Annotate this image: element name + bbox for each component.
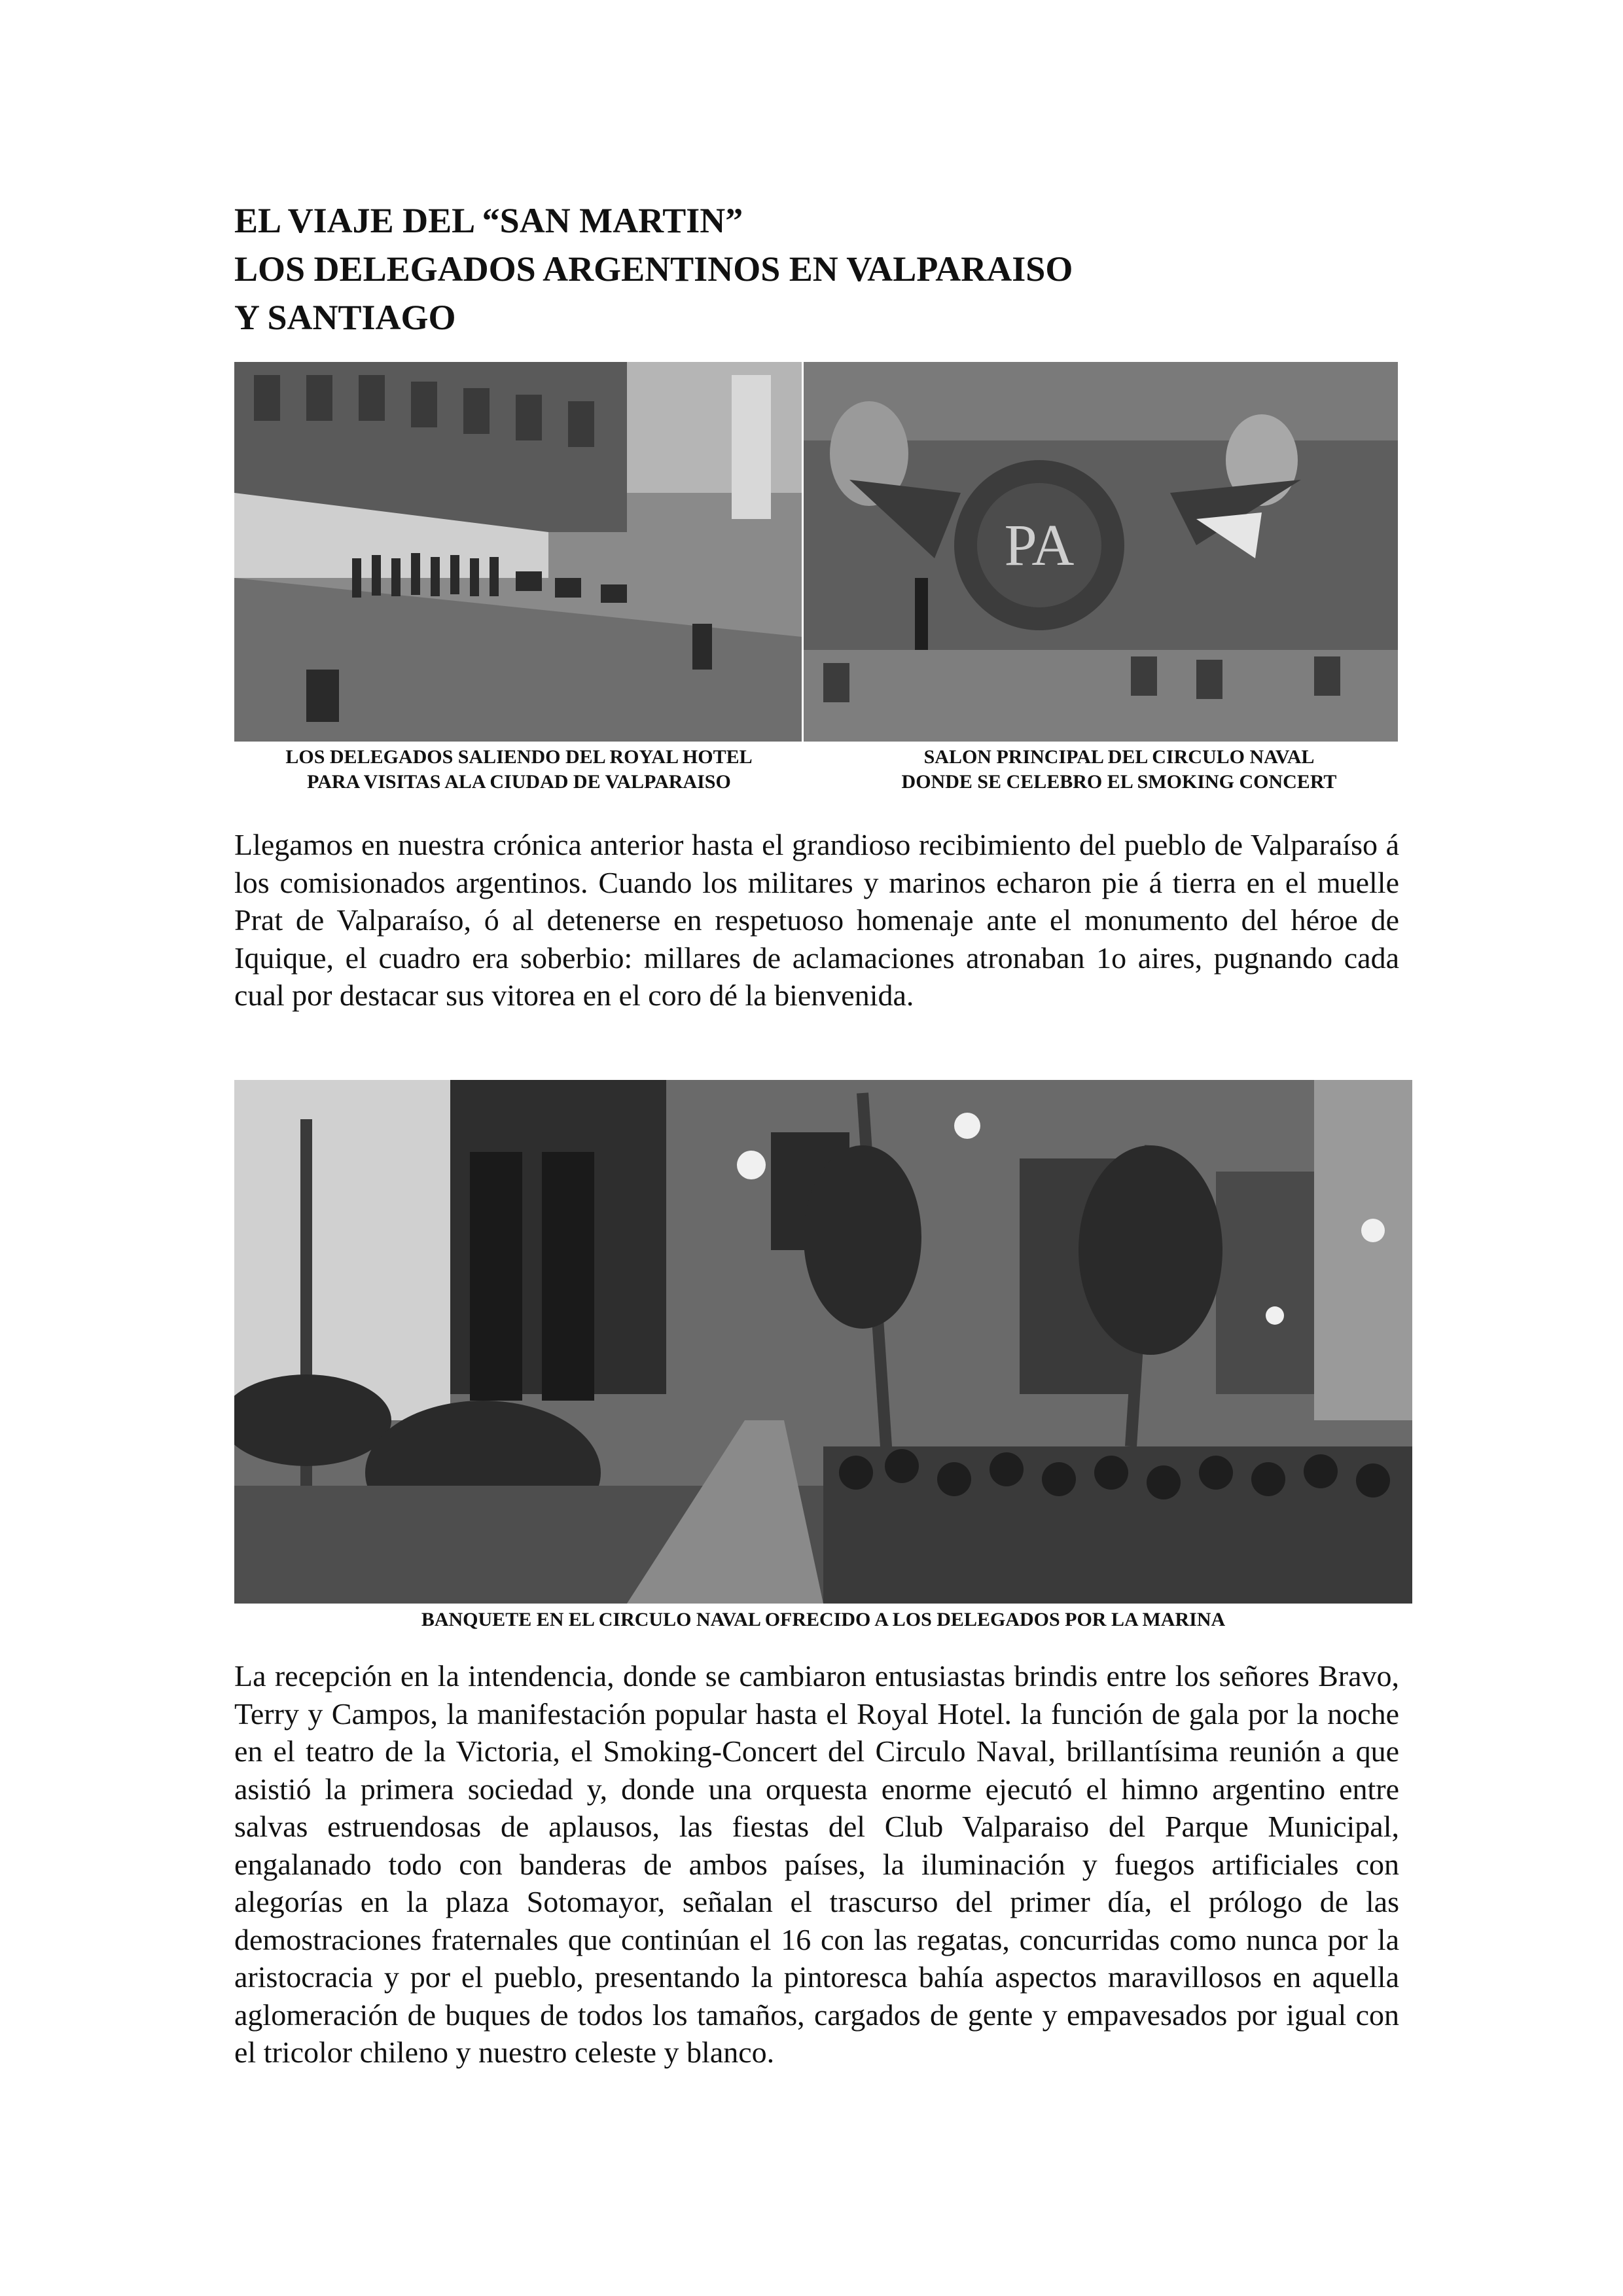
photo-street-royal-hotel bbox=[234, 362, 802, 742]
article-title bbox=[234, 196, 1412, 342]
caption-street-line-1: LOS DELEGADOS SALIENDO DEL ROYAL HOTEL bbox=[285, 746, 753, 768]
caption-banquet-photo: BANQUETE EN EL CIRCULO NAVAL OFRECIDO A LOS DELEGADOS POR LA MARINA bbox=[421, 1609, 1226, 1630]
paragraph-2: La recepción en la intendencia, donde se cambiaron entusiastas brindis entre los señores Bravo, Terry y Campos, la manifestación popular hasta el Royal Hotel. la función de gala por la noche en el teatro de la Victoria, el Smoking-Concert del Circulo Naval, brillantísima reunión a que asistió la primera sociedad y, donde una orquesta enorme ejecutó el himno argentino entre salvas estruendosas de aplausos, las fiestas del Club Valparaiso del Parque Municipal, engalanado todo con banderas de ambos países, la iluminación y fuegos artificiales con alegorías en la plaza Sotomayor, señalan el trascurso del primer día, el prólogo de las demostraciones fraternales que continúan el 16 con las regatas, concurridas como nunca por la aristocracia y por el pueblo, presentando la pintoresca bahía aspectos maravillosos en aquella aglomeración de buques de todos los tamaños, cargados de gente y empavesados por igual con el tricolor chileno y nuestro celeste y blanco. bbox=[234, 1659, 1399, 2069]
photo-banquet bbox=[234, 1080, 1412, 1604]
title-line-3: Y SANTIAGO bbox=[234, 298, 456, 337]
caption-salon-line-2: DONDE SE CELEBRO EL SMOKING CONCERT bbox=[901, 771, 1337, 793]
svg-text:PA: PA bbox=[1004, 513, 1075, 578]
paragraph-1: Llegamos en nuestra crónica anterior hasta el grandioso recibimiento del pueblo de Valparaíso á los comisionados argentinos. Cuando los militares y marinos echaron pie á tierra en el muelle Prat de Valparaíso, ó al detenerse en respetuoso homenaje ante el monumento del héroe de Iquique, el cuadro era soberbio: millares de aclamaciones atronaban 1o aires, pugnando cada cual por destacar sus vitorea en el coro dé la bienvenida. bbox=[234, 828, 1399, 1012]
caption-street-line-2: PARA VISITAS ALA CIUDAD DE VALPARAISO bbox=[307, 771, 731, 793]
caption-salon-photo bbox=[834, 745, 1404, 795]
caption-street-photo bbox=[234, 745, 804, 795]
photo-salon-circulo-naval bbox=[804, 362, 1398, 742]
caption-salon-line-1: SALON PRINCIPAL DEL CIRCULO NAVAL bbox=[923, 746, 1315, 768]
title-line-1: EL VIAJE DEL “SAN MARTIN” bbox=[234, 201, 743, 240]
title-line-2: LOS DELEGADOS ARGENTINOS EN VALPARAISO bbox=[234, 249, 1073, 289]
